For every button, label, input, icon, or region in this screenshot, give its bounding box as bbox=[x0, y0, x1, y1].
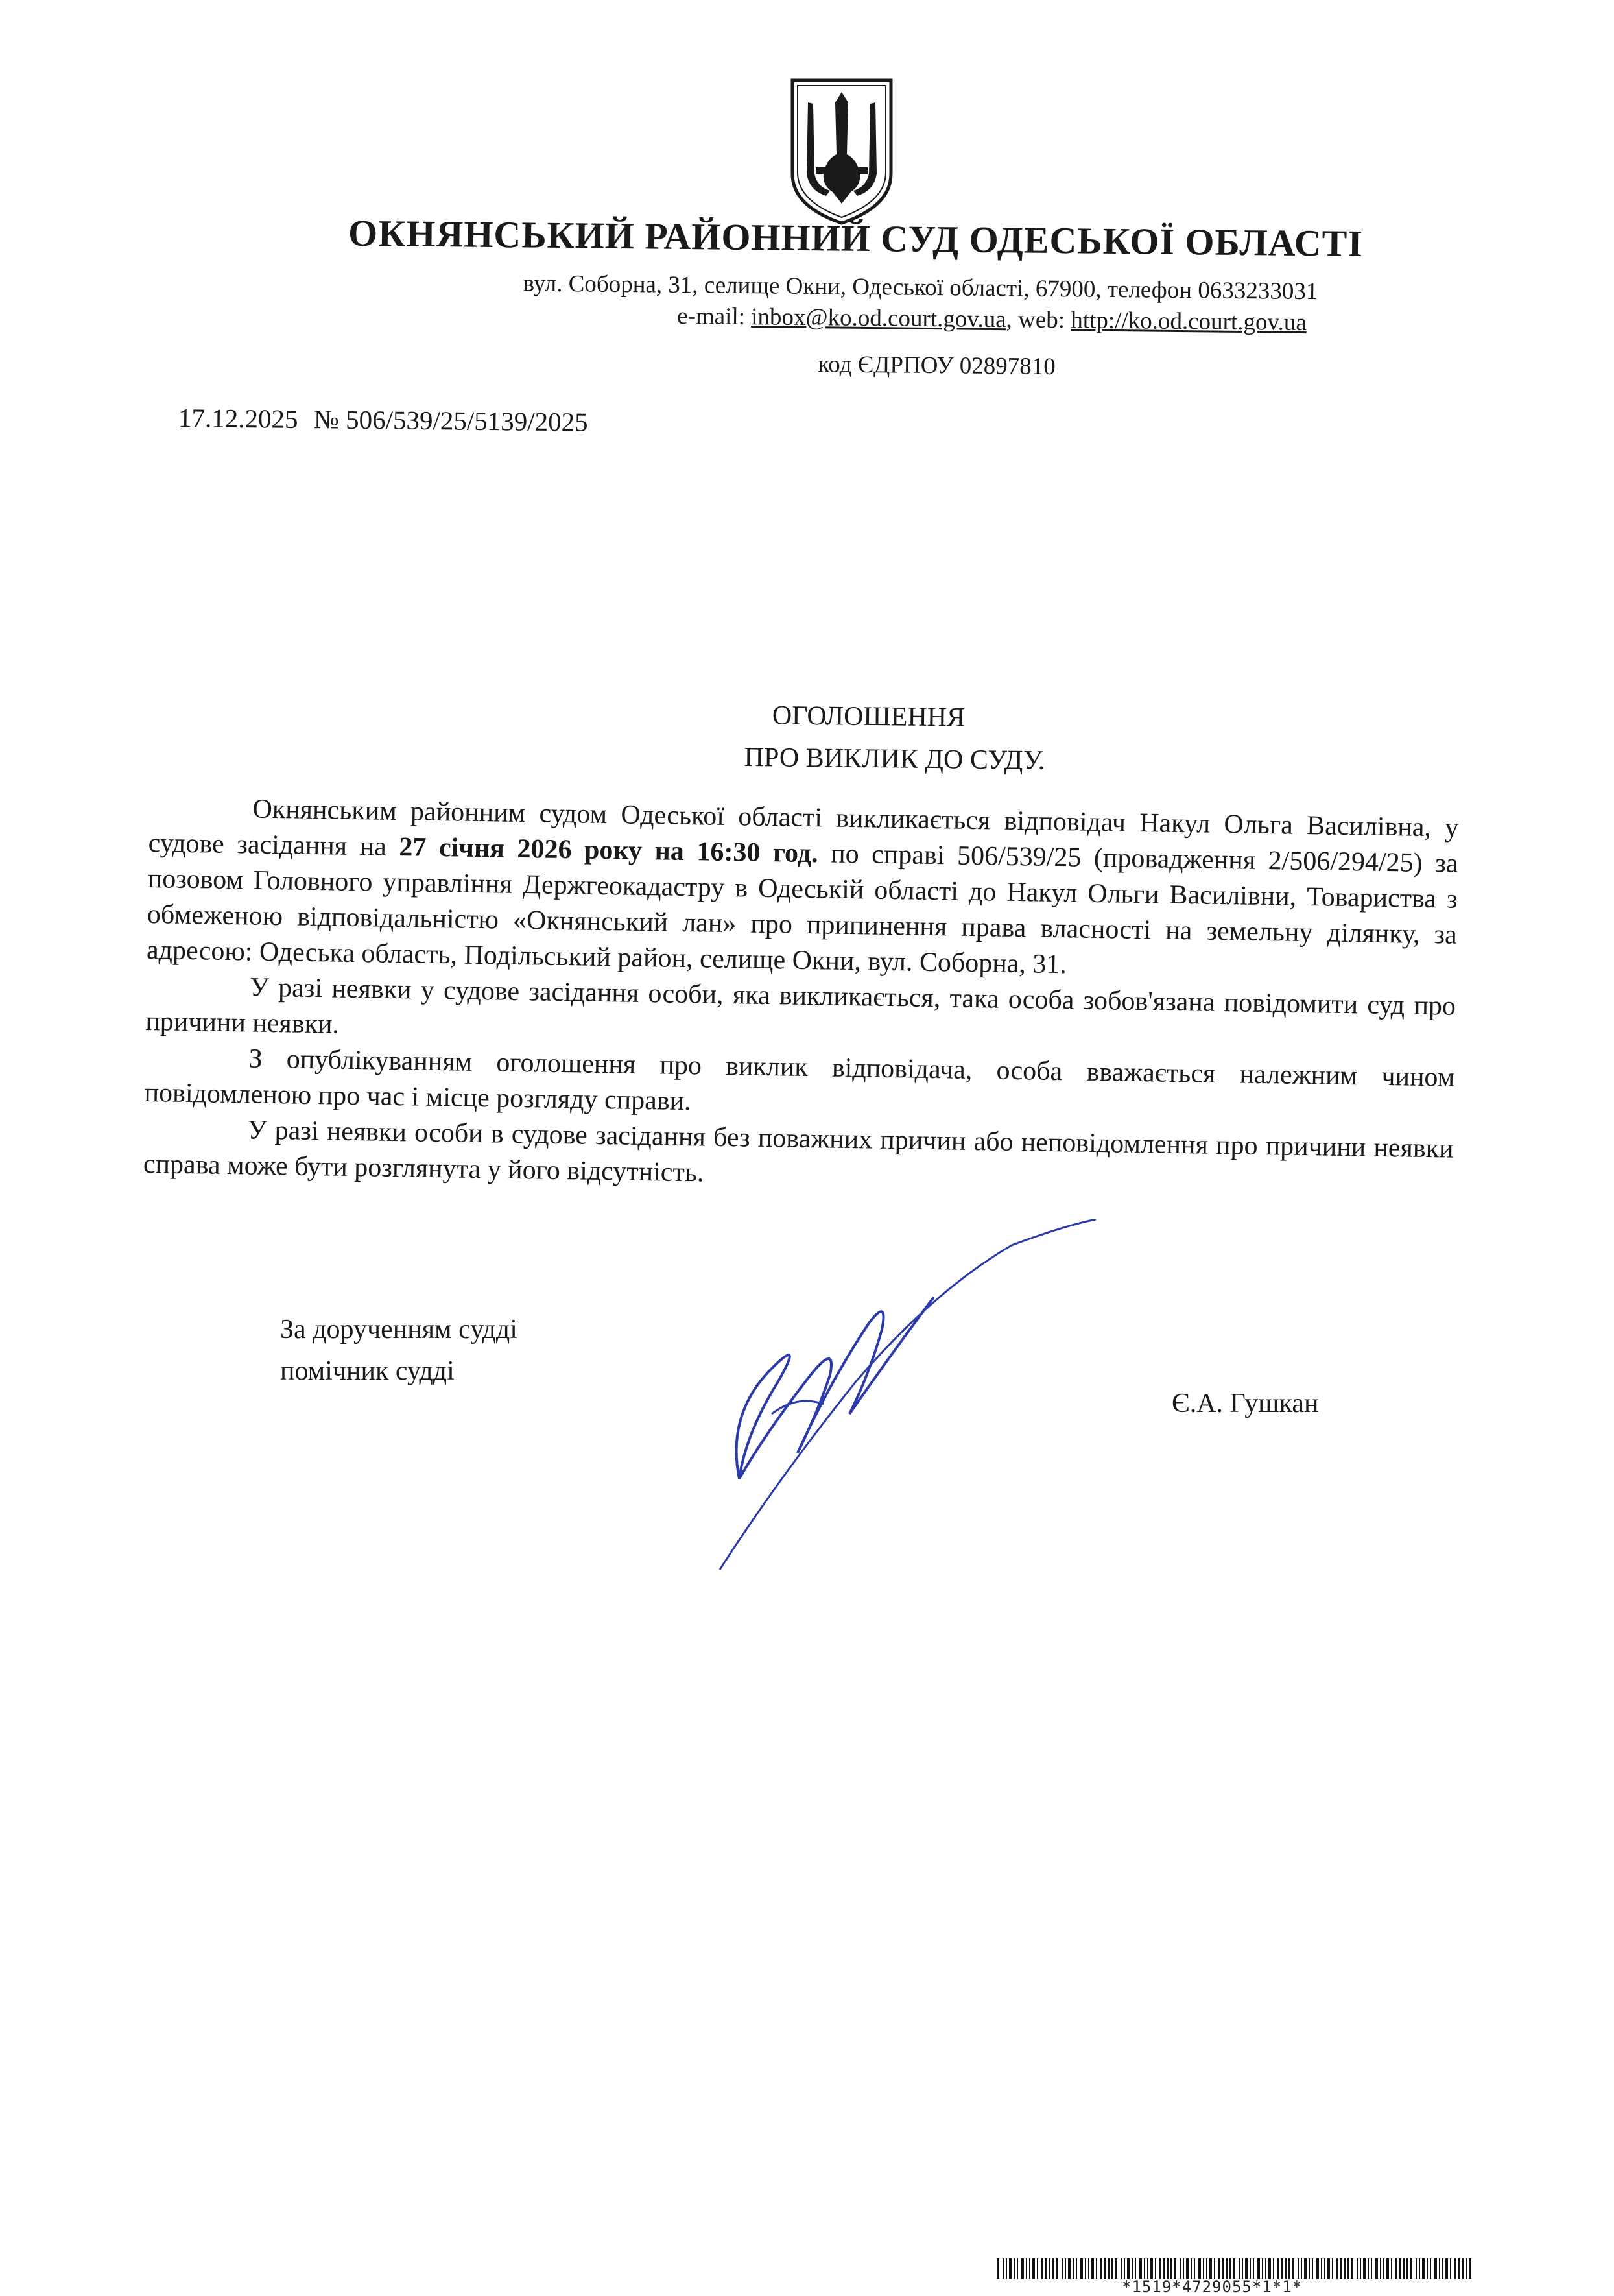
number-sign: № bbox=[313, 404, 340, 435]
notice-body bbox=[143, 790, 1458, 1203]
court-name: ОКНЯНСЬКИЙ РАЙОННИЙ СУД ОДЕСЬКОЇ ОБЛАСТІ bbox=[348, 211, 1364, 265]
signatory-line2: помічник судді bbox=[280, 1356, 455, 1386]
email-link[interactable]: inbox@ko.od.court.gov.ua bbox=[751, 304, 1006, 333]
web-label: , web: bbox=[1006, 306, 1065, 334]
signatory-name: Є.А. Гушкан bbox=[1172, 1389, 1319, 1418]
notice-title: ОГОЛОШЕННЯ bbox=[772, 700, 966, 733]
barcode-text: *1519*4729055*1*1* bbox=[1122, 2278, 1303, 2296]
document-reference bbox=[178, 402, 588, 438]
barcode bbox=[997, 2258, 1477, 2279]
notice-subtitle: ПРО ВИКЛИК ДО СУДУ. bbox=[744, 742, 1045, 776]
signatory-position bbox=[280, 1309, 517, 1392]
paragraph-publication: З опублікуванням оголошення про виклик відповідача, особа вважається належним чином повідомленою про час і місце розгляду справи. bbox=[144, 1044, 1455, 1117]
paragraph-summons: Окнянським районним судом Одеської області викликається відповідач Накул Ольга Василівна, у судове засідання на 27 січня 2026 року на 16:30 год. по справі 506/539/25 (провадження 2/506/294/25) за позовом Головного управління Держгеокадастру в Одеській області до Накул Ольги Василівни, Товариства з обмеженою відповідальністю «Окнянський лан» про припинення права власності на земельну ділянку, за адресою: Одеська область, Подільський район, селище Окни, вул. Соборна, 31. bbox=[146, 794, 1459, 980]
hearing-datetime: 27 січня 2026 року на 16:30 год. bbox=[399, 832, 818, 869]
signatory-line1: За дорученням судді bbox=[280, 1315, 517, 1345]
document-number: 506/539/25/5139/2025 bbox=[345, 404, 588, 437]
handwritten-signature bbox=[700, 1219, 1115, 1583]
web-link[interactable]: http://ko.od.court.gov.ua bbox=[1071, 307, 1307, 337]
paragraph-consequences: У разі неявки особи в судове засідання без поважних причин або неповідомлення про причини неявки справа може бути розглянута у його відсутність. bbox=[143, 1115, 1454, 1188]
email-label: e-mail: bbox=[676, 302, 746, 330]
paragraph-absence-duty: У разі неявки у судове засідання особи, яка викликається, така особа зобов'язана повідомити суд про причини неявки. bbox=[145, 972, 1456, 1040]
court-address: вул. Соборна, 31, селище Окни, Одеської області, 67900, телефон 0633233031 bbox=[523, 270, 1318, 305]
coat-of-arms-icon bbox=[787, 77, 896, 227]
edrpou-code: код ЄДРПОУ 02897810 bbox=[817, 351, 1056, 381]
document-date: 17.12.2025 bbox=[178, 403, 298, 434]
